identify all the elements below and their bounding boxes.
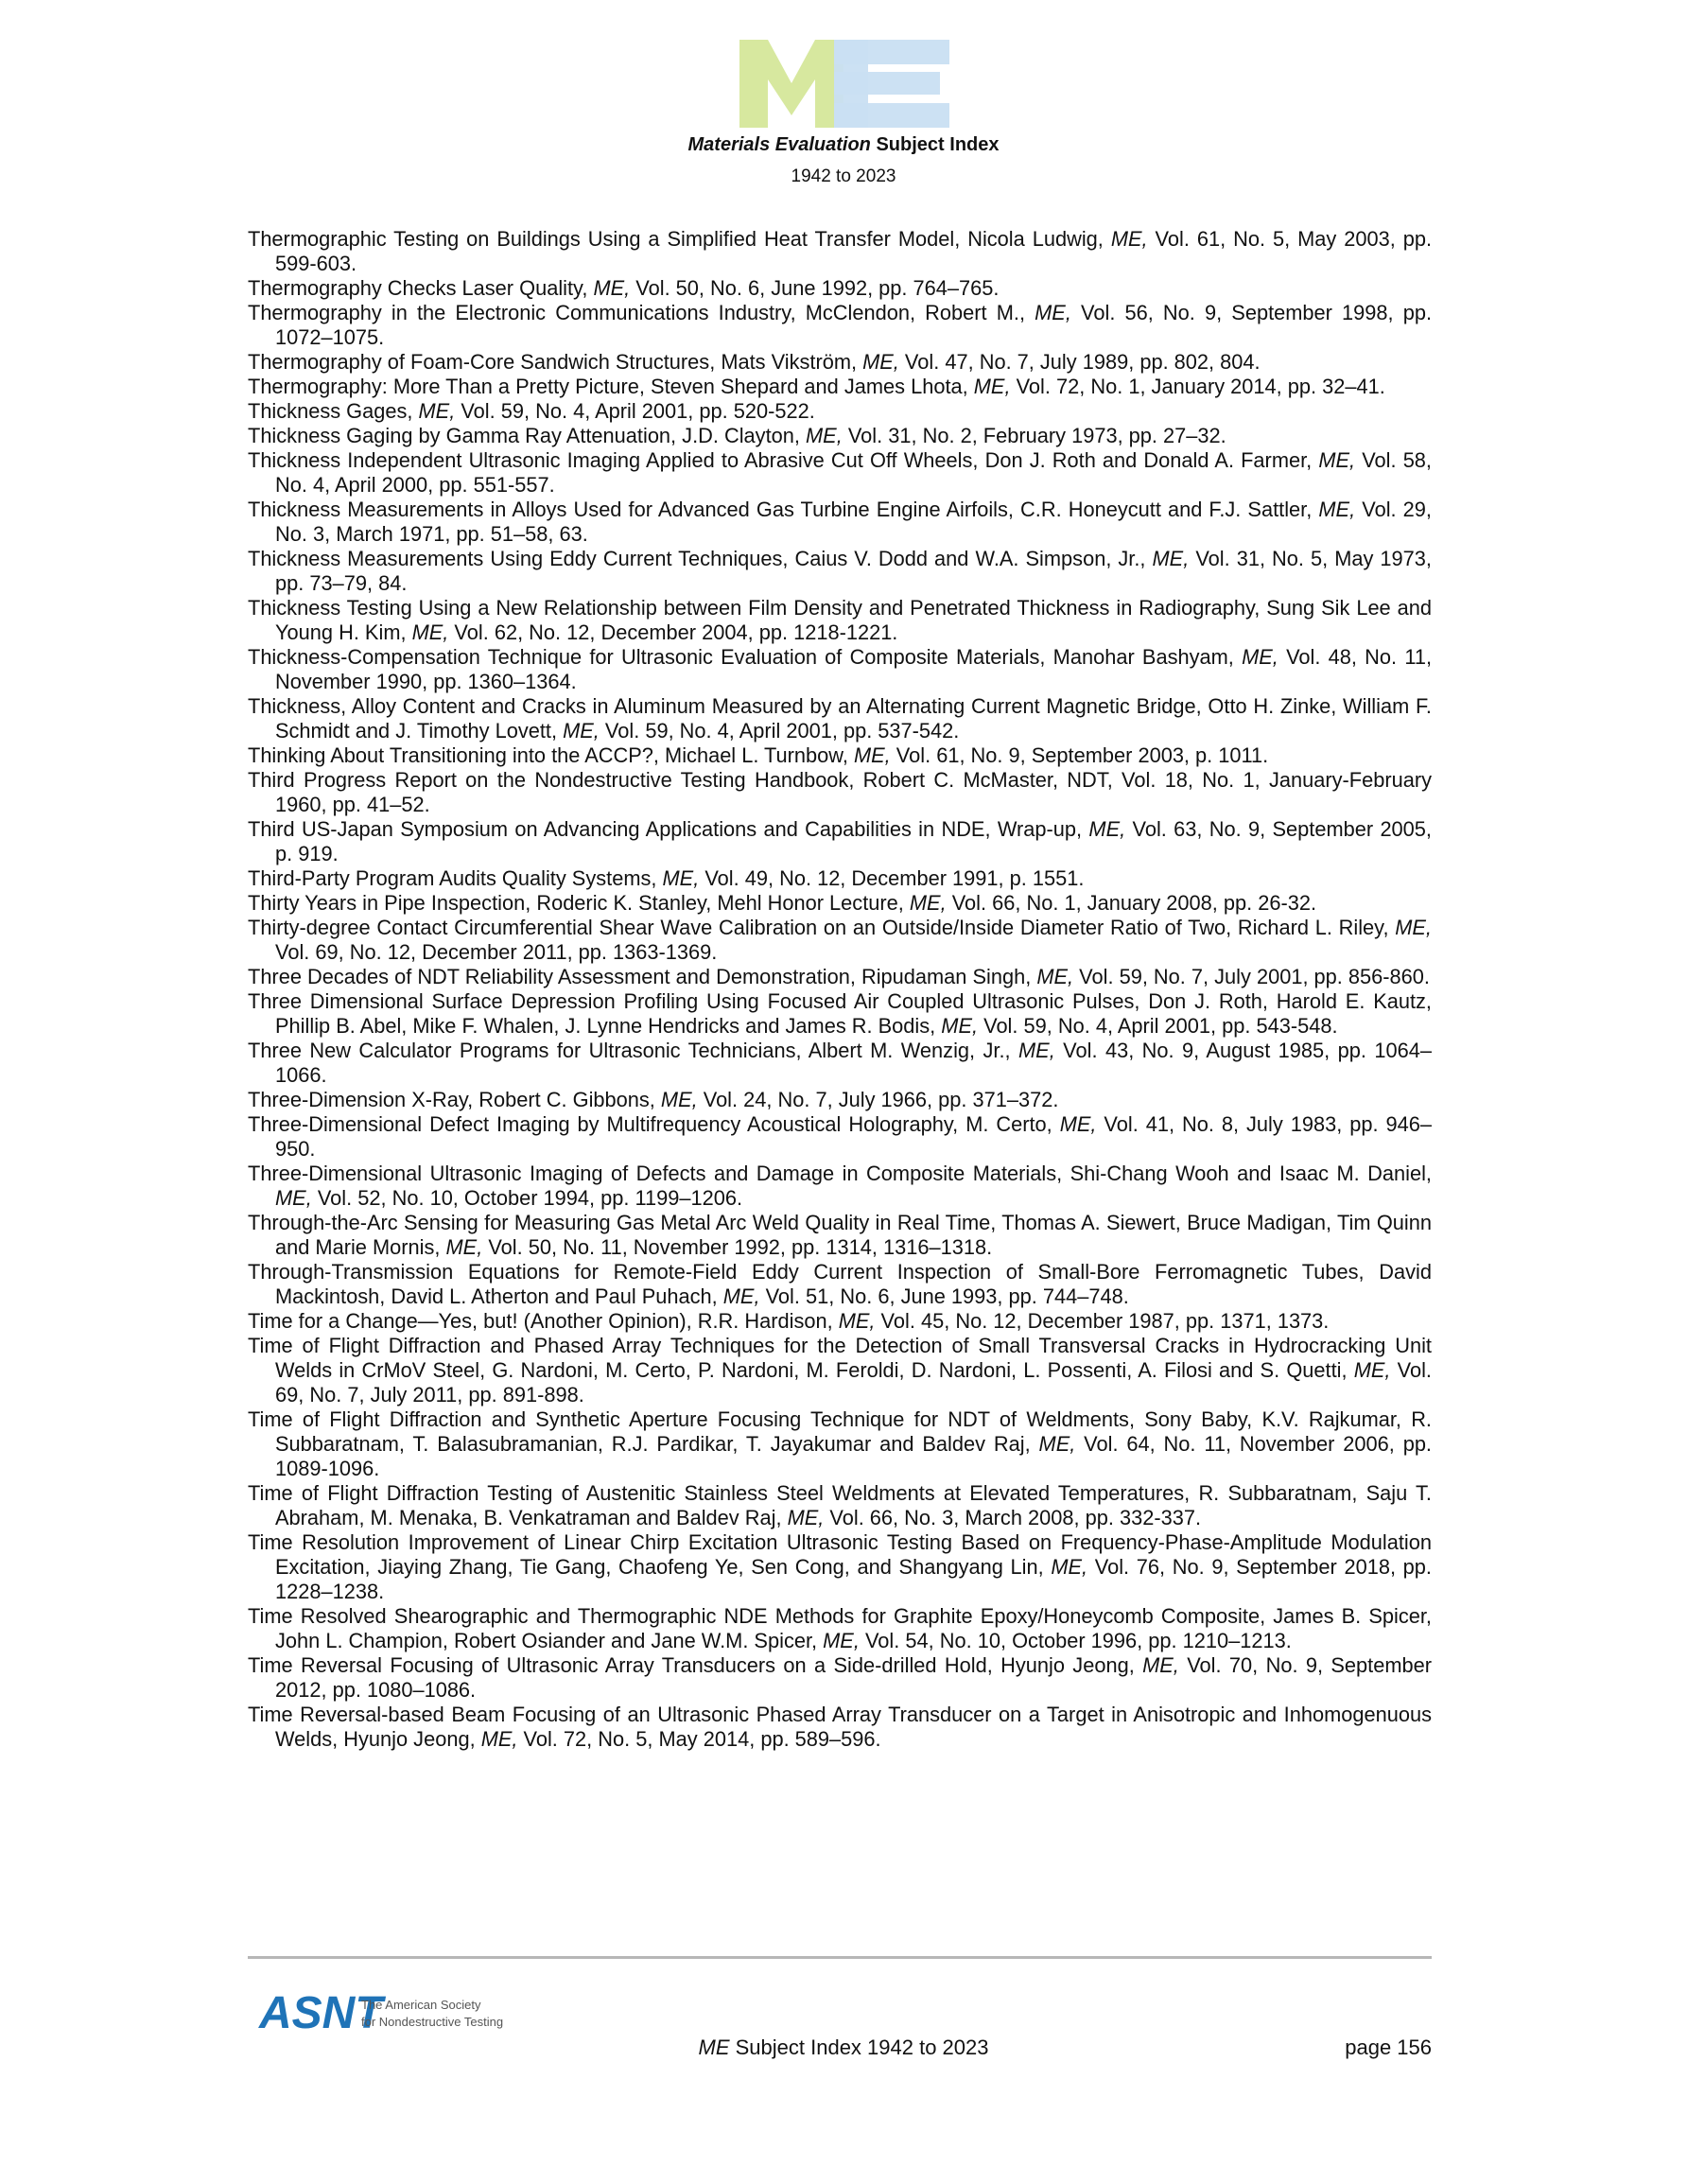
index-entry [248,891,1432,916]
entry-citation: Vol. 59, No. 4, April 2001, pp. 520-522. [455,399,815,423]
index-entry [248,424,1432,448]
index-title-journal: Materials Evaluation [687,134,871,155]
entry-citation: Vol. 56, No. 9, September 1998, pp. 1072–1075. [275,301,1432,349]
index-entry [248,989,1432,1039]
entry-citation: Vol. 58, No. 4, April 2000, pp. 551-557. [275,448,1432,497]
entry-list [248,227,1432,1752]
index-entry [248,1481,1432,1530]
entry-title-authors: Thinking About Transitioning into the ACCP?, Michael L. Turnbow, [248,743,854,767]
me-logo-m [739,40,844,128]
entry-journal: ME, [823,1629,860,1652]
entry-title-authors: Through-Transmission Equations for Remote-Field Eddy Current Inspection of Small-Bore Ferromagnetic Tubes, David Mackintosh, David L. Atherton and Paul Puhach, [248,1260,1432,1308]
page-number: page 156 [1345,2035,1432,2059]
entry-journal: ME, [838,1309,876,1333]
entry-journal: ME, [1038,1432,1076,1456]
entry-citation: Vol. 59, No. 7, July 2001, pp. 856-860. [1073,965,1430,988]
entry-title-authors: Time Resolved Shearographic and Thermographic NDE Methods for Graphite Epoxy/Honeycomb Composite, James B. Spicer, John L. Champion, Robert Osiander and Jane W.M. Spicer, [248,1604,1432,1652]
entry-citation: Vol. 41, No. 8, July 1983, pp. 946–950. [275,1112,1432,1161]
entry-journal: ME, [275,1186,312,1210]
entry-citation: Vol. 54, No. 10, October 1996, pp. 1210–1213. [859,1629,1292,1652]
entry-citation: Vol. 24, No. 7, July 1966, pp. 371–372. [697,1088,1059,1111]
entry-journal: ME, [1353,1358,1391,1382]
entry-citation: Vol. 70, No. 9, September 2012, pp. 1080–1086. [275,1653,1433,1702]
index-entry [248,350,1432,375]
entry-title-authors: Three Dimensional Surface Depression Profiling Using Focused Air Coupled Ultrasonic Pulses, Don J. Roth, Harold E. Kautz, Phillip B. Abel, Mike F. Whalen, J. Lynne Hendricks and James R. Bodis, [248,989,1432,1038]
index-entry [248,694,1432,743]
entry-title-authors: Time Reversal Focusing of Ultrasonic Array Transducers on a Side-drilled Hold, Hyunjo Jeong, [248,1653,1143,1677]
index-entry [248,1162,1432,1211]
index-entry [248,768,1432,817]
entry-citation: Vol. 64, No. 11, November 2006, pp. 1089-1096. [275,1432,1432,1480]
entry-title-authors: Thermography: More Than a Pretty Picture, Steven Shepard and James Lhota, [248,375,974,398]
entry-journal: ME, [1395,916,1432,939]
entry-citation: Vol. 59, No. 4, April 2001, pp. 543-548. [978,1014,1338,1038]
entry-journal: ME, [411,620,449,644]
footer-title-rest: Subject Index 1942 to 2023 [729,2035,989,2059]
entry-journal: ME, [1142,1653,1179,1677]
entry-citation: Vol. 76, No. 9, September 2018, pp. 1228–1238. [275,1555,1432,1603]
entry-title-authors: Thickness-Compensation Technique for Ultrasonic Evaluation of Composite Materials, Manohar Bashyam, [248,645,1243,669]
entry-citation: Vol. 66, No. 1, January 2008, pp. 26-32. [946,891,1317,915]
asnt-logo-mark: ASNT [259,1988,383,2038]
entry-title-authors: Thermographic Testing on Buildings Using a Simplified Heat Transfer Model, Nicola Ludwig, [248,227,1111,251]
index-entry [248,1309,1432,1334]
entry-title-authors: Three-Dimension X-Ray, Robert C. Gibbons, [248,1088,661,1111]
index-years: 1942 to 2023 [791,166,896,186]
entry-journal: ME, [662,866,700,890]
entry-citation: Vol. 72, No. 1, January 2014, pp. 32–41. [1010,375,1385,398]
entry-title-authors: Thickness Independent Ultrasonic Imaging Applied to Abrasive Cut Off Wheels, Don J. Roth and Donald A. Farmer, [248,448,1319,472]
index-entry [248,1088,1432,1112]
entry-journal: ME, [722,1284,760,1308]
entry-title-authors: Thirty Years in Pipe Inspection, Roderic K. Stanley, Mehl Honor Lecture, [248,891,910,915]
entry-title-authors: Thickness, Alloy Content and Cracks in Aluminum Measured by an Alternating Current Magnetic Bridge, Otto H. Zinke, William F. Schmidt and J. Timothy Lovett, [248,694,1432,743]
entry-citation: Vol. 50, No. 11, November 1992, pp. 1314, 1316–1318. [482,1235,993,1259]
index-entry [248,1407,1432,1481]
entry-citation: Vol. 59, No. 4, April 2001, pp. 537-542. [599,719,960,743]
entry-journal: ME, [862,350,899,374]
entry-title-authors: Thickness Gaging by Gamma Ray Attenuation, J.D. Clayton, [248,424,806,447]
index-entry [248,276,1432,301]
entry-title-authors: Thermography of Foam-Core Sandwich Structures, Mats Vikström, [248,350,863,374]
index-entry [248,1112,1432,1162]
entry-citation: Vol. 69, No. 12, December 2011, pp. 1363-1369. [275,940,718,964]
entry-journal: ME, [1242,645,1278,669]
index-entry [248,399,1432,424]
entry-title-authors: Thickness Testing Using a New Relationship between Film Density and Penetrated Thickness in Radiography, Sung Sik Lee and Young H. Kim, [248,596,1432,644]
index-title-rest: Subject Index [870,134,1000,155]
footer-divider [248,1956,1432,1959]
entry-title-authors: Time Resolution Improvement of Linear Chirp Excitation Ultrasonic Testing Based on Frequency-Phase-Amplitude Modulation Excitation, Jiaying Zhang, Tie Gang, Chaofeng Ye, Sen Cong, and Shangyang Lin, [248,1530,1432,1579]
index-entry [248,375,1432,399]
index-entry [248,1260,1432,1309]
entry-citation: Vol. 61, No. 5, May 2003, pp. 599-603. [275,227,1433,275]
entry-title-authors: Time Reversal-based Beam Focusing of an Ultrasonic Phased Array Transducer on a Target in Anisotropic and Inhomogenuous Welds, Hyunjo Jeong, [248,1703,1432,1751]
entry-title-authors: Three New Calculator Programs for Ultrasonic Technicians, Albert M. Wenzig, Jr., [248,1039,1018,1062]
entry-citation: Vol. 69, No. 7, July 2011, pp. 891-898. [275,1358,1432,1406]
entry-title-authors: Thirty-degree Contact Circumferential Shear Wave Calibration on an Outside/Inside Diameter Ratio of Two, Richard L. Riley, [248,916,1396,939]
entry-journal: ME, [1318,498,1356,521]
entry-journal: ME, [806,424,843,447]
index-entry [248,1653,1432,1703]
entry-citation: Vol. 66, No. 3, March 2008, pp. 332-337. [824,1506,1201,1529]
entry-citation: Vol. 63, No. 9, September 2005, p. 919. [275,817,1432,865]
entry-citation: Vol. 49, No. 12, December 1991, p. 1551. [699,866,1085,890]
index-entry [248,916,1432,965]
index-entry [248,817,1432,866]
entry-title-authors: Time of Flight Diffraction Testing of Austenitic Stainless Steel Weldments at Elevated Temperatures, R. Subbaratnam, Saju T. Abraham, M. Menaka, B. Venkatraman and Baldev Raj, [248,1481,1432,1529]
asnt-logo-line2: for Nondestructive Testing [361,2015,504,2029]
entry-title-authors: Thickness Measurements Using Eddy Current Techniques, Caius V. Dodd and W.A. Simpson, Jr., [248,547,1153,570]
entry-citation: Vol. 51, No. 6, June 1993, pp. 744–748. [759,1284,1129,1308]
entry-citation: Vol. 31, No. 5, May 1973, pp. 73–79, 84. [275,547,1432,595]
entry-journal: ME, [853,743,891,767]
entry-citation: Vol. 29, No. 3, March 1971, pp. 51–58, 63. [275,498,1432,546]
entry-title-authors: Thermography in the Electronic Communications Industry, McClendon, Robert M., [248,301,1035,324]
index-entry [248,547,1432,596]
entry-journal: ME, [1051,1555,1088,1579]
index-entry [248,866,1432,891]
entry-citation: Vol. 50, No. 6, June 1992, pp. 764–765. [630,276,1000,300]
index-entry [248,1604,1432,1653]
index-entry [248,965,1432,989]
entry-title-authors: Three Decades of NDT Reliability Assessment and Demonstration, Ripudaman Singh, [248,965,1037,988]
entry-journal: ME, [1088,817,1126,841]
entry-citation: Vol. 43, No. 9, August 1985, pp. 1064–1066. [275,1039,1432,1087]
index-title [0,134,1687,156]
entry-journal: ME, [909,891,947,915]
index-entry [248,743,1432,768]
entry-title-authors: Third US-Japan Symposium on Advancing Applications and Capabilities in NDE, Wrap-up, [248,817,1089,841]
entry-title-authors: Time of Flight Diffraction and Phased Array Techniques for the Detection of Small Transversal Cracks in Hydrocracking Unit Welds in CrMoV Steel, G. Nardoni, M. Certo, P. Nardoni, M. Feroldi, D. Nardoni, L. Possenti, A. Filosi and S. Quetti, [248,1334,1432,1382]
entry-title-authors: Through-the-Arc Sensing for Measuring Gas Metal Arc Weld Quality in Real Time, Thomas A. Siewert, Bruce Madigan, Tim Quinn and Marie Mornis, [248,1211,1432,1259]
index-entry [248,1039,1432,1088]
index-entry [248,1334,1432,1407]
entry-citation: Vol. 45, No. 12, December 1987, pp. 1371, 1373. [875,1309,1330,1333]
entry-title-authors: Three-Dimensional Defect Imaging by Multifrequency Acoustical Holography, M. Certo, [248,1112,1060,1136]
entry-journal: ME, [973,375,1011,398]
entry-journal: ME, [1036,965,1074,988]
entry-citation: Vol. 31, No. 2, February 1973, pp. 27–32. [842,424,1226,447]
index-entry [248,1211,1432,1260]
entry-title-authors: Thermography Checks Laser Quality, [248,276,594,300]
entry-journal: ME, [593,276,631,300]
me-logo-e [834,40,949,128]
entry-journal: ME, [1152,547,1190,570]
entry-title-authors: Third-Party Program Audits Quality Systems, [248,866,663,890]
entry-title-authors: Thickness Gages, [248,399,419,423]
entry-citation: Vol. 62, No. 12, December 2004, pp. 1218-1221. [448,620,898,644]
me-logo [739,40,949,128]
entry-citation: Vol. 52, No. 10, October 1994, pp. 1199–1206. [311,1186,743,1210]
entry-title-authors: Time for a Change—Yes, but! (Another Opinion), R.R. Hardison, [248,1309,839,1333]
index-entry [248,227,1432,276]
entry-journal: ME, [787,1506,825,1529]
entry-journal: ME, [418,399,456,423]
asnt-logo-line1: The American Society [361,1998,481,2012]
footer-title-journal: ME [698,2035,730,2059]
index-entry [248,1703,1432,1752]
entry-journal: ME, [660,1088,698,1111]
index-entry [248,301,1432,350]
index-entry [248,448,1432,498]
entry-journal: ME, [563,719,600,743]
entry-citation: Vol. 61, No. 9, September 2003, p. 1011. [890,743,1269,767]
entry-title-authors: Third Progress Report on the Nondestructive Testing Handbook, Robert C. McMaster, NDT, Vol. 18, No. 1, January-February 1960, pp. 41–52. [248,768,1432,816]
entry-journal: ME, [1059,1112,1097,1136]
index-entry [248,596,1432,645]
entry-journal: ME, [480,1727,518,1751]
entry-journal: ME, [1018,1039,1055,1062]
entry-journal: ME, [445,1235,483,1259]
footer-title [0,2035,1687,2060]
entry-title-authors: Three-Dimensional Ultrasonic Imaging of Defects and Damage in Composite Materials, Shi-Chang Wooh and Isaac M. Daniel, [248,1162,1432,1185]
entry-citation: Vol. 72, No. 5, May 2014, pp. 589–596. [517,1727,881,1751]
index-entry [248,645,1432,694]
index-entry [248,1530,1432,1604]
entry-journal: ME, [1110,227,1148,251]
entry-journal: ME, [941,1014,979,1038]
index-entry [248,498,1432,547]
entry-citation: Vol. 47, No. 7, July 1989, pp. 802, 804. [898,350,1261,374]
entry-title-authors: Time of Flight Diffraction and Synthetic Aperture Focusing Technique for NDT of Weldments, Sony Baby, K.V. Rajkumar, R. Subbaratnam, T. Balasubramanian, R.J. Pardikar, T. Jayakumar and Baldev Raj, [248,1407,1432,1456]
entry-title-authors: Thickness Measurements in Alloys Used for Advanced Gas Turbine Engine Airfoils, C.R. Honeycutt and F.J. Sattler, [248,498,1319,521]
entry-journal: ME, [1318,448,1356,472]
entry-citation: Vol. 48, No. 11, November 1990, pp. 1360–1364. [275,645,1433,693]
entry-journal: ME, [1035,301,1071,324]
